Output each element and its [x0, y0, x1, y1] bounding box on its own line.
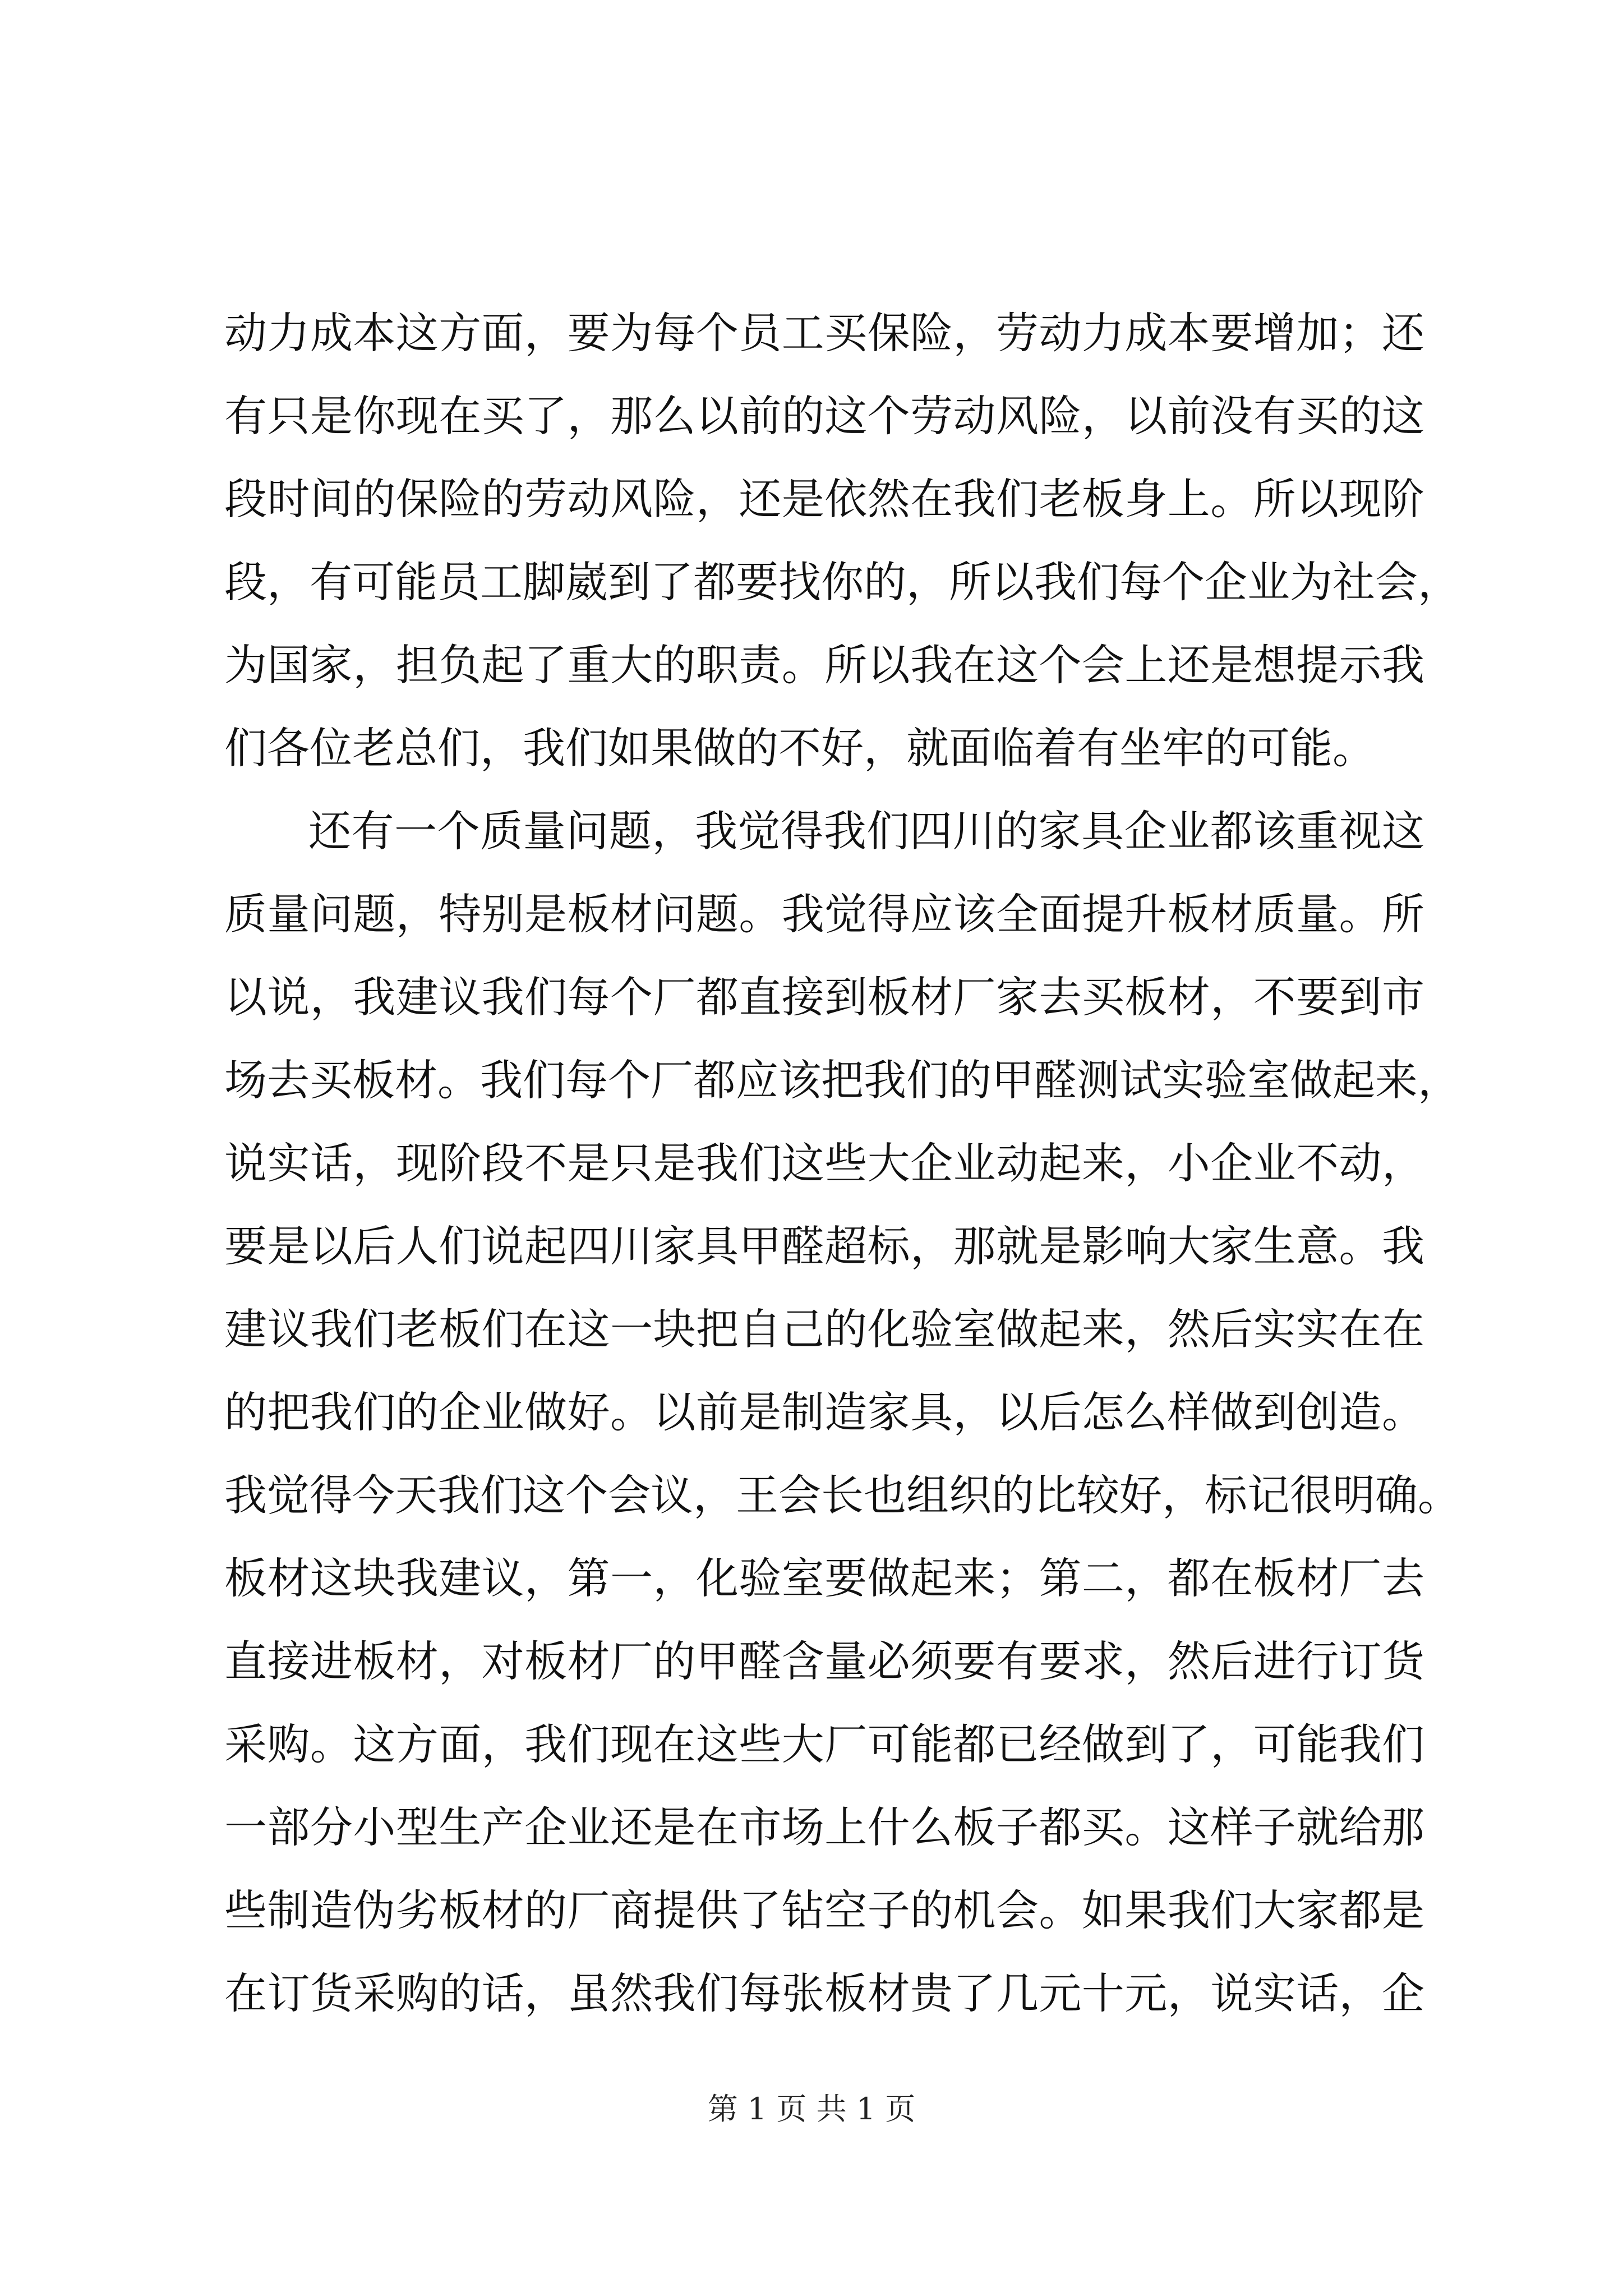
text-line: 要是以后人们说起四川家具甲醛超标，那就是影响大家生意。我 — [224, 1221, 1424, 1271]
paragraph-first-line: 还有一个质量问题，我觉得我们四川的家具企业都该重视这 — [308, 806, 1424, 856]
text-line: 有只是你现在买了，那么以前的这个劳动风险，以前没有买的这 — [224, 391, 1424, 441]
document-body — [224, 292, 1460, 2035]
text-line: 以说，我建议我们每个厂都直接到板材厂家去买板材，不要到市 — [224, 972, 1424, 1022]
text-line: 们各位老总们，我们如果做的不好，就面临着有坐牢的可能。 — [224, 723, 1375, 773]
text-line: 质量问题，特别是板材问题。我觉得应该全面提升板材质量。所 — [224, 889, 1424, 939]
page-number-footer: 第 1 页 共 1 页 — [707, 2091, 916, 2127]
text-line: 建议我们老板们在这一块把自己的化验室做起来，然后实实在在 — [224, 1304, 1424, 1354]
text-line: 些制造伪劣板材的厂商提供了钻空子的机会。如果我们大家都是 — [224, 1885, 1424, 1935]
text-line: 的把我们的企业做好。以前是制造家具，以后怎么样做到创造。 — [224, 1387, 1424, 1437]
text-line: 采购。这方面，我们现在这些大厂可能都已经做到了，可能我们 — [224, 1719, 1424, 1769]
text-line: 板材这块我建议，第一，化验室要做起来；第二，都在板材厂去 — [224, 1553, 1424, 1603]
text-line: 动力成本这方面，要为每个员工买保险，劳动力成本要增加；还 — [224, 308, 1424, 358]
text-line: 段时间的保险的劳动风险，还是依然在我们老板身上。所以现阶 — [224, 474, 1424, 524]
text-line: 为国家，担负起了重大的职责。所以我在这个会上还是想提示我 — [224, 640, 1424, 690]
text-line: 在订货采购的话，虽然我们每张板材贵了几元十元，说实话，企 — [224, 1968, 1424, 2018]
text-line: 一部分小型生产企业还是在市场上什么板子都买。这样子就给那 — [224, 1802, 1424, 1852]
text-line: 场去买板材。我们每个厂都应该把我们的甲醛测试实验室做起来， — [224, 1055, 1460, 1105]
text-line: 说实话，现阶段不是只是我们这些大企业动起来，小企业不动， — [224, 1138, 1424, 1188]
text-line: 我觉得今天我们这个会议，王会长也组织的比较好，标记很明确。 — [224, 1470, 1460, 1520]
text-line: 段，有可能员工脚崴到了都要找你的，所以我们每个企业为社会， — [224, 557, 1460, 607]
text-line: 直接进板材，对板材厂的甲醛含量必须要有要求，然后进行订货 — [224, 1636, 1424, 1686]
